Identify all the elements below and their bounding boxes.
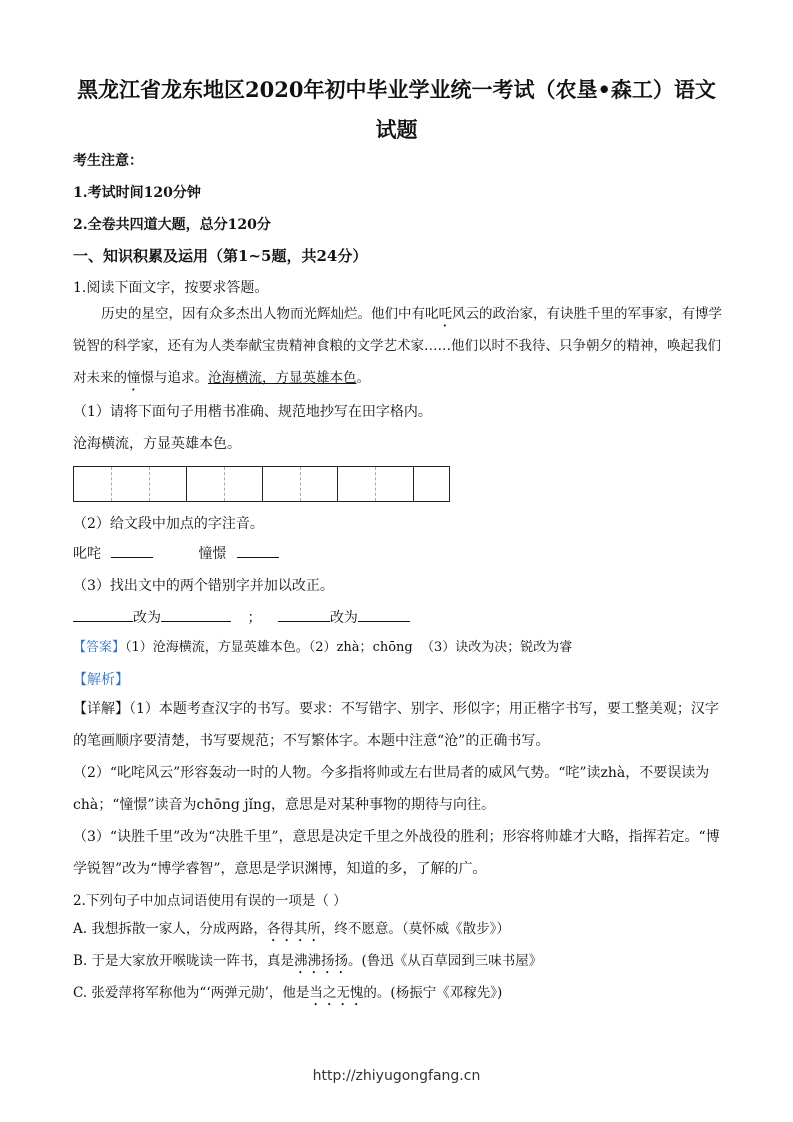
- option-c-source: 的。(杨振宁《邓稼先》): [363, 985, 503, 1001]
- passage-text-2: 风云的政治家，有诀胜千里的军事家，有: [452, 306, 695, 322]
- option-a-dotted: 各得其所: [266, 921, 321, 937]
- answer-pinyin-1: zhà: [336, 640, 360, 655]
- option-b-text: B. 于是大家放开喉咙读一阵书，真是: [73, 953, 295, 969]
- tianzige-grid[interactable]: [73, 466, 450, 502]
- notes-item-1: 1.考试时间120分钟: [73, 185, 201, 201]
- q2-option-a[interactable]: [73, 917, 510, 945]
- change-label-1: 改为: [133, 610, 161, 626]
- answer-line: 【答案】（1）沧海横流，方显英雄本色。（2）zhà；chōng （3）诀改为决；锐改为睿: [73, 640, 573, 655]
- option-b-dotted: 沸沸扬扬: [294, 953, 349, 969]
- document-title: [60, 70, 733, 150]
- dotted-char-chong: 憧: [127, 370, 141, 386]
- detail-paragraph-2: （2）“叱咤风云”形容轰动一时的人物。今多指将帅或左右世局者的威风气势。“咤”读zhà，不要误读为chà；“憧憬”读音为chōng jǐng，意思是对某种事物的期待与向往。: [73, 765, 710, 813]
- underlined-sentence: 沧海横流，方显英雄本色: [208, 370, 357, 386]
- answer-pinyin-2: chōng: [372, 640, 413, 655]
- blank-wrong-2[interactable]: [278, 607, 330, 622]
- detail-label: 【详解】: [73, 701, 129, 717]
- notes-heading: 考生注意：: [73, 153, 143, 169]
- detail-text-1: （1）本题考查汉字的书写。要求：不写错字、别字、形似字；用正楷字书写，要工整美观；汉字的笔画顺序要清楚，书写要规范；不写繁体字。本题中注意“沧”的正确书写。: [73, 701, 719, 749]
- notes-item-2: 2.全卷共四道大题，总分120分: [73, 217, 271, 233]
- q1-sub3-blanks: [73, 607, 410, 627]
- detail-paragraph-1: [73, 693, 723, 757]
- blank-chongjing[interactable]: [237, 543, 279, 558]
- detail-paragraph-3: （3）“诀胜千里”改为“决胜千里”，意思是决定千里之外战役的胜利；形容将帅雄才大略，指挥若定。“博学锐智”改为“博学睿智”，意思是学识渊博，知道的多，了解的广。: [73, 829, 720, 877]
- q1-sub2-blanks: [73, 543, 279, 563]
- passage-text-6: 。: [356, 370, 370, 386]
- option-a-text: A. 我想拆散一家人，分成两路，: [73, 921, 267, 937]
- passage-text-5: 憬与追求。: [140, 370, 208, 386]
- analysis-label: 【解析】: [73, 672, 129, 688]
- option-b-source: 。(鲁迅《从百草园到三味书屋》: [348, 953, 543, 969]
- title-line-1: 黑龙江省龙东地区2020年初中毕业学业统一考试（农垦•森工）语文: [77, 77, 716, 102]
- q1-sub1-prompt: （1）请将下面句子用楷书准确、规范地抄写在田字格内。: [73, 404, 432, 420]
- blank-wrong-1[interactable]: [73, 607, 133, 622]
- q1-passage: 历史的星空，因有众多杰出人物而光辉灿烂。他们中有叱吒风云的政治家，有诀胜千里的军事家，有博学锐智的科学家，还有为人类奉献宝贵精神食粮的文学艺术家……他们以时不我待、只争朝夕的精神，唤起我们对未来的憧憬与追求。沧海横流，方显英雄本色。: [73, 306, 722, 386]
- dotted-char-zha: 吒: [438, 306, 452, 322]
- answer-label: 【答案】: [73, 640, 126, 655]
- passage-text-3: 博学锐智的科学家，还有为人类奉献宝贵精神食粮的文学艺术家……他们以时不我待、只争朝夕的精神，: [73, 306, 722, 354]
- q2-stem: 2.下列句子中加点词语使用有误的一项是（ ）: [73, 893, 347, 909]
- q1-stem: 1.阅读下面文字，按要求答题。: [73, 280, 269, 296]
- answer-text-2: （3）诀改为决；锐改为睿: [421, 640, 573, 655]
- blank-right-2[interactable]: [358, 607, 410, 622]
- title-line-2: 试题: [375, 117, 418, 142]
- separator: ；: [247, 610, 262, 626]
- q2-option-b[interactable]: [73, 949, 542, 977]
- blank-right-1[interactable]: [161, 607, 231, 622]
- passage-text-1: 历史的星空，因有众多杰出人物而光辉灿烂。他们中有: [101, 306, 425, 322]
- footer-url[interactable]: http://zhiyugongfang.cn: [312, 1068, 481, 1084]
- blank-chizha[interactable]: [111, 543, 153, 558]
- word-chongjing: 憧憬: [198, 546, 227, 562]
- q2-option-c[interactable]: [73, 981, 502, 1009]
- q1-sub2-prompt: （2）给文段中加点的字注音。: [73, 516, 264, 532]
- option-c-dotted: 当之无愧: [309, 985, 364, 1001]
- option-c-text: C. 张爱萍将军称他为“‘两弹元勋’，他是: [73, 985, 310, 1001]
- q1-sub3-prompt: （3）找出文中的两个错别字并加以改正。: [73, 578, 334, 594]
- passage-text-4: 唤起我们对未来的: [73, 338, 721, 386]
- q1-sub1-sentence: 沧海横流，方显英雄本色。: [73, 436, 241, 452]
- option-a-source: ，终不愿意。（莫怀威《散步》）: [320, 921, 510, 937]
- section-1-heading: 一、知识积累及运用（第1~5题，共24分）: [73, 247, 368, 265]
- word-chizha: 叱咤: [73, 546, 101, 562]
- change-label-2: 改为: [329, 610, 358, 626]
- answer-text-1: （1）沧海横流，方显英雄本色。（2）: [125, 640, 337, 655]
